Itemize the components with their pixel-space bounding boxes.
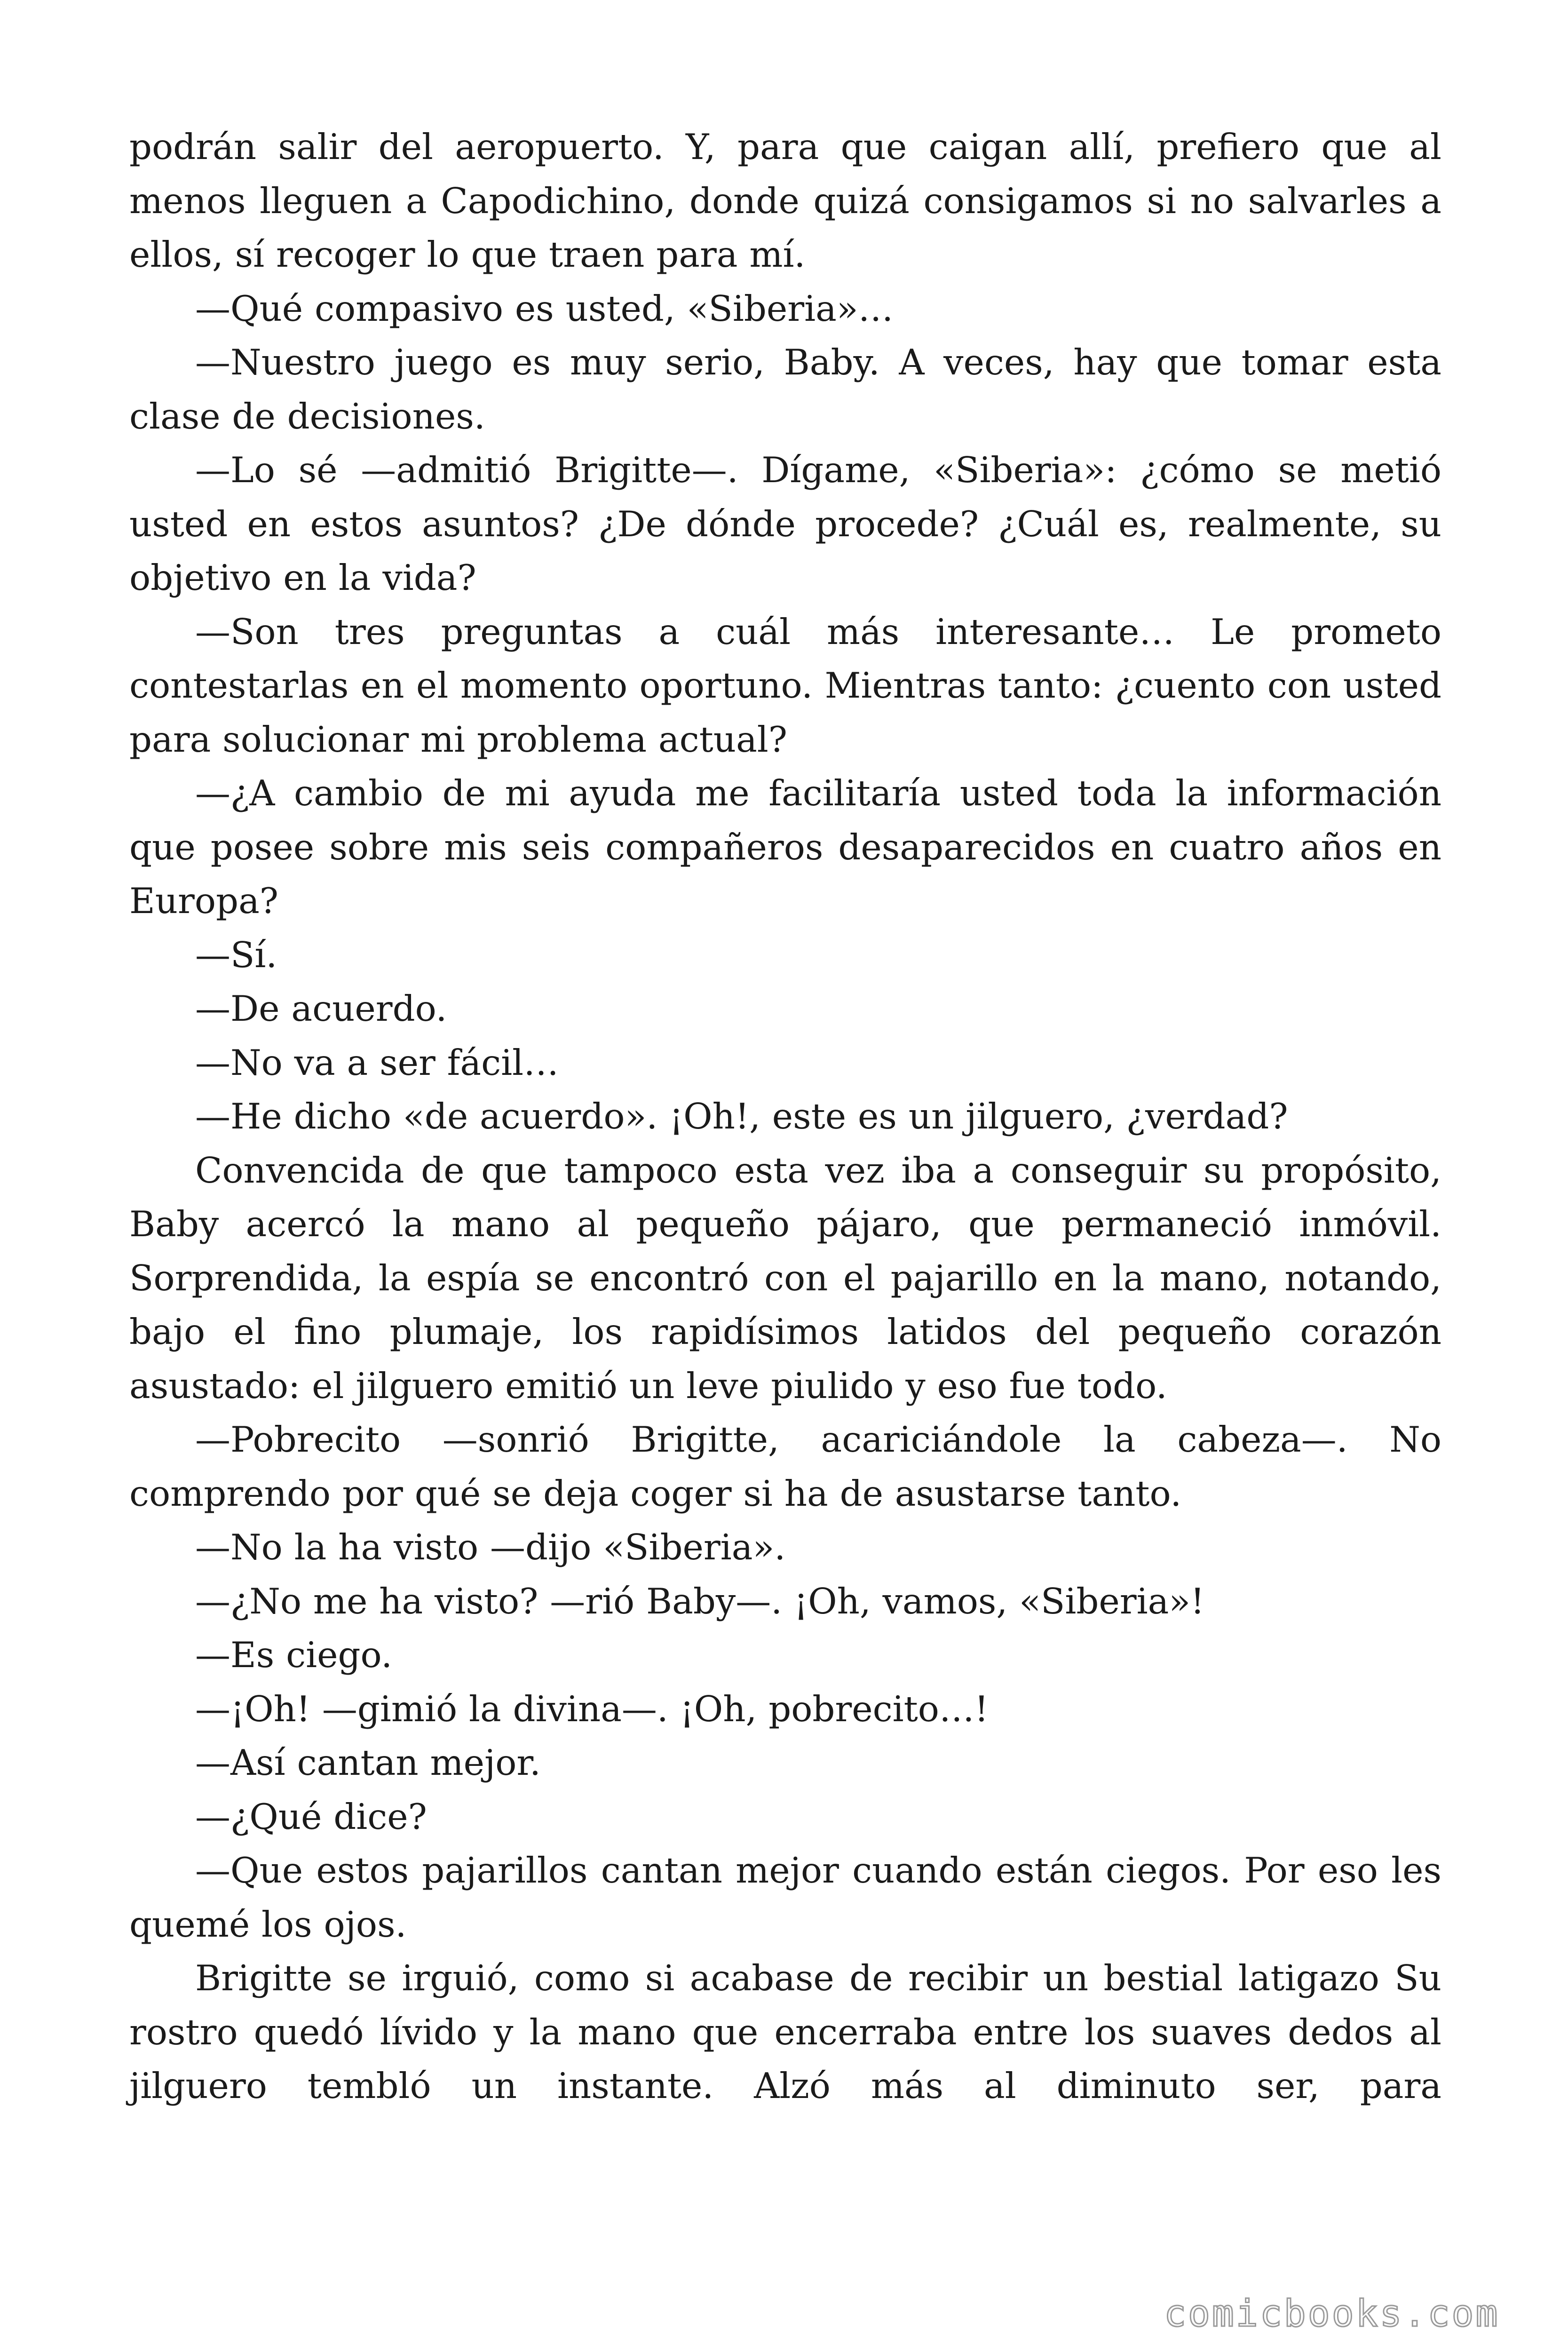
paragraph: —De acuerdo. bbox=[195, 988, 447, 1029]
paragraph: Brigitte se irguió, como si acabase de recibir un bestial latigazo Su rostro quedó lívido y la mano que encerraba entre los suaves dedos al jilguero tembló un instante. Alzó más al diminuto ser, para bbox=[129, 1957, 1441, 2106]
paragraph: —No la ha visto —dijo «Siberia». bbox=[195, 1526, 786, 1568]
paragraph: podrán salir del aeropuerto. Y, para que caigan allí, prefiero que al menos lleguen a Capodichino, donde quizá consigamos si no salvarles a ellos, sí recoger lo que traen para mí. bbox=[129, 126, 1441, 275]
paragraph: —¡Oh! —gimió la divina—. ¡Oh, pobrecito…! bbox=[195, 1688, 989, 1730]
page-text bbox=[129, 120, 1441, 2113]
paragraph: —Lo sé —admitió Brigitte—. Dígame, «Siberia»: ¿cómo se metió usted en estos asuntos? ¿De dónde procede? ¿Cuál es, realmente, su objetivo en la vida? bbox=[129, 449, 1441, 598]
paragraph: Convencida de que tampoco esta vez iba a conseguir su propósito, Baby acercó la mano al pequeño pájaro, que permaneció inmóvil. Sorprendida, la espía se encontró con el pajarillo en la mano, notando, bajo el fino plumaje, los rapidísimos latidos del pequeño corazón asustado: el jilguero emitió un leve piulido y eso fue todo. bbox=[129, 1149, 1441, 1406]
paragraph: —Así cantan mejor. bbox=[195, 1742, 541, 1783]
paragraph: —No va a ser fácil… bbox=[195, 1041, 559, 1083]
paragraph: —Son tres preguntas a cuál más interesante… Le prometo contestarlas en el momento oportuno. Mientras tanto: ¿cuento con usted para solucionar mi problema actual? bbox=[129, 611, 1441, 760]
paragraph: —Que estos pajarillos cantan mejor cuando están ciegos. Por eso les quemé los ojos. bbox=[129, 1850, 1441, 1945]
paragraph: —¿No me ha visto? —rió Baby—. ¡Oh, vamos, «Siberia»! bbox=[195, 1580, 1205, 1622]
paragraph: —¿Qué dice? bbox=[195, 1796, 427, 1837]
paragraph: —¿A cambio de mi ayuda me facilitaría usted toda la información que posee sobre mis seis compañeros desaparecidos en cuatro años en Europa? bbox=[129, 772, 1441, 922]
paragraph: —Sí. bbox=[195, 934, 277, 976]
paragraph: —Nuestro juego es muy serio, Baby. A veces, hay que tomar esta clase de decisiones. bbox=[129, 342, 1441, 437]
paragraph: —Es ciego. bbox=[195, 1634, 393, 1676]
watermark: comicbooks.com bbox=[1164, 2293, 1500, 2335]
paragraph: —He dicho «de acuerdo». ¡Oh!, este es un jilguero, ¿verdad? bbox=[195, 1096, 1288, 1137]
paragraph: —Pobrecito —sonrió Brigitte, acariciándole la cabeza—. No comprendo por qué se deja coger si ha de asustarse tanto. bbox=[129, 1419, 1441, 1514]
paragraph: —Qué compasivo es usted, «Siberia»… bbox=[195, 287, 894, 329]
